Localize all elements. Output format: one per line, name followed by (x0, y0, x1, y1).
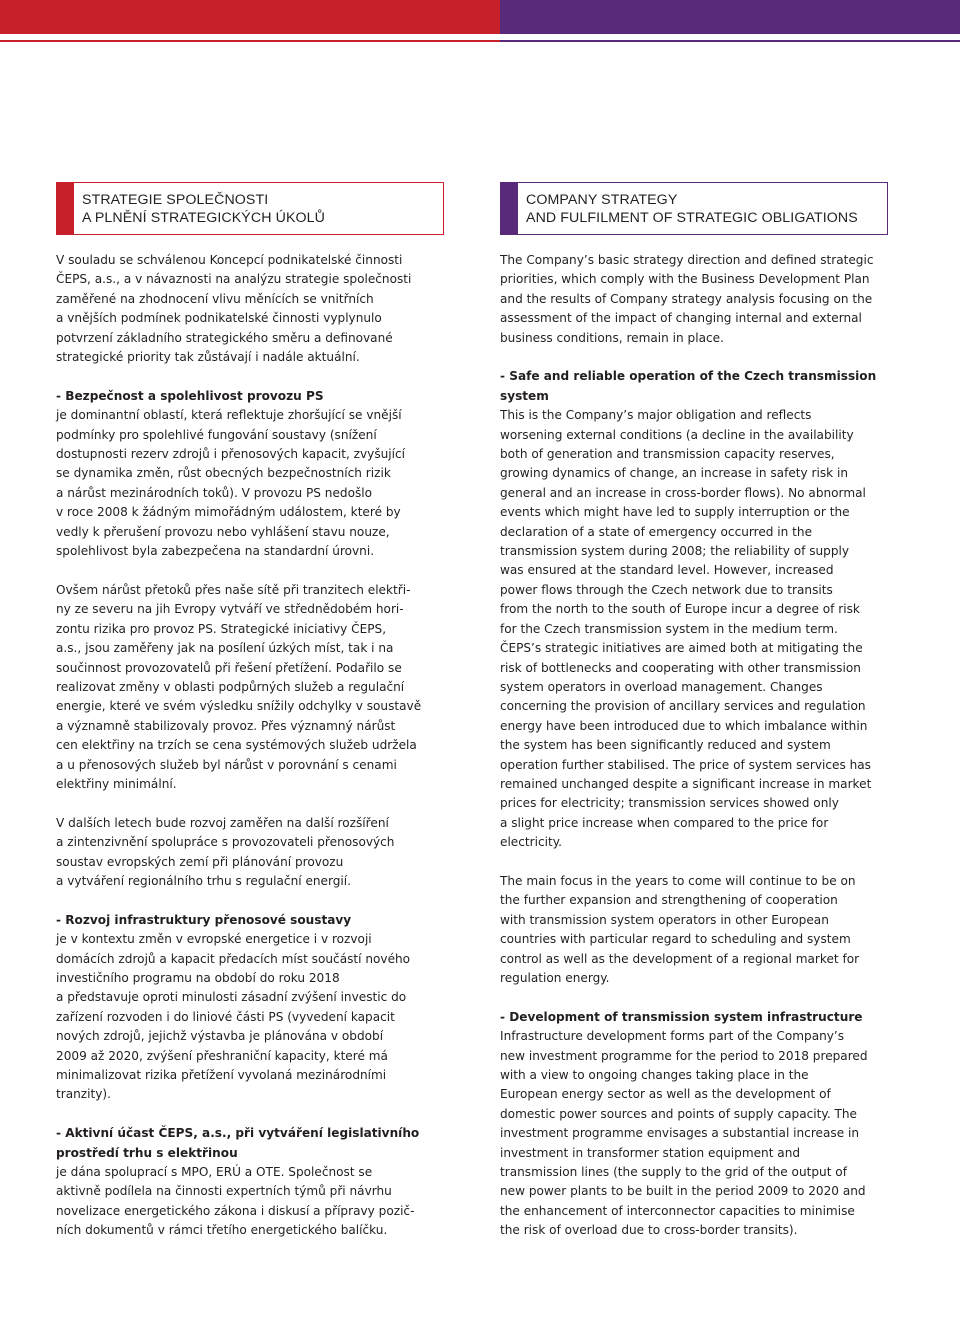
body-text-line: a slight price increase when compared to the price for (500, 815, 829, 830)
body-text-line: the system has been significantly reduced and system (500, 738, 831, 753)
body-text-line: je dána spoluprací s MPO, ERÚ a OTE. Společnost se (56, 1165, 373, 1180)
body-text-line: Infrastructure development forms part of the Company’s (500, 1029, 845, 1044)
body-text-line: nových zdrojů, jejichž výstavba je plánována v období (56, 1029, 384, 1044)
body-text-line: dostupnosti rezerv zdrojů i přenosových kapacit, zvyšující (56, 447, 406, 462)
heading-accent-purple (500, 182, 518, 235)
body-text-line: elektřiny minimální. (56, 776, 177, 791)
paragraph-gap (56, 367, 456, 386)
body-text-line: and the results of Company strategy analysis focusing on the (500, 291, 873, 306)
body-text-line: realizovat změny v oblasti podpůrných služeb a regulační (56, 679, 405, 694)
body-text-line: je dominantní oblastí, která reflektuje zhoršující se vnější (56, 408, 402, 423)
body-text-line: the enhancement of interconnector capacities to minimise (500, 1203, 855, 1218)
body-text-line: a vnějších podmínek podnikatelské činnosti vyplynulo (56, 311, 382, 326)
body-text-line: ČEPS, a.s., a v návaznosti na analýzu strategie společnosti (56, 272, 412, 287)
body-text-line: energie, které ve svém výsledku snížily odchylky v soustavě (56, 699, 422, 714)
body-text-line: growing dynamics of change, an increase in safety risk in (500, 466, 849, 481)
body-text-line: zaměřené na zhodnocení vlivu měnících se vnitřních (56, 291, 374, 306)
top-band-purple (500, 0, 960, 34)
body-text-line: priorities, which comply with the Business Development Plan (500, 272, 870, 287)
body-text-line: with transmission system operators in other European (500, 912, 829, 927)
body-text-line: zařízení rozvoden i do liniové části PS (vyvedení kapacit (56, 1009, 395, 1024)
paragraph-gap (500, 853, 900, 872)
body-text-line: electricity. (500, 835, 562, 850)
body-text-line: The main focus in the years to come will continue to be on (500, 873, 856, 888)
body-text-line: operation further stabilised. The price of system services has (500, 757, 871, 772)
body-text-line: with a view to ongoing changes taking place in the (500, 1068, 809, 1083)
body-text-line: V souladu se schválenou Koncepcí podnikatelské činnosti (56, 253, 403, 267)
heading-box-czech (56, 182, 444, 235)
body-text-line: new power plants to be built in the period 2009 to 2020 and (500, 1184, 866, 1199)
body-text-line: zontu rizika pro provoz PS. Strategické iniciativy ČEPS, (56, 621, 387, 636)
body-text-line: business conditions, remain in place. (500, 330, 724, 345)
body-text-line: from the north to the south of Europe incur a degree of risk (500, 602, 860, 617)
body-text-line: risk of bottlenecks and cooperating with other transmission (500, 660, 861, 675)
heading-line: A PLNĚNÍ STRATEGICKÝCH ÚKOLŮ (82, 210, 325, 226)
body-text-line: ních dokumentů v rámci třetího energetického balíčku. (56, 1223, 388, 1238)
section-heading-line: - Safe and reliable operation of the Czech transmission (500, 369, 877, 384)
body-text-line: control as well as the development of a regional market for (500, 951, 860, 966)
body-text-line: transmission lines (the supply to the grid of the output of (500, 1165, 847, 1180)
body-text-line: novelizace energetického zákona i diskusí a přípravy pozič- (56, 1203, 415, 1218)
paragraph-gap (56, 561, 456, 580)
paragraph-gap (56, 1105, 456, 1124)
body-text-line: potvrzení základního strategického směru a definované (56, 330, 393, 345)
body-text-line: a.s., jsou zaměřeny jak na posílení úzkých míst, tak i na (56, 641, 394, 656)
top-rule-red (0, 40, 500, 42)
body-text-line: aktivně podílela na činnosti expertních týmů při návrhu (56, 1184, 392, 1199)
body-text-line: the further expansion and strengthening of cooperation (500, 893, 838, 908)
body-text-line: tranzity). (56, 1087, 111, 1102)
body-text-line: a nárůst mezinárodních toků). V provozu PS nedošlo (56, 485, 373, 500)
heading-line: AND FULFILMENT OF STRATEGIC OBLIGATIONS (526, 210, 858, 226)
body-text-line: je v kontextu změn v evropské energetice i v rozvoji (56, 932, 372, 947)
body-text-line: ČEPS’s strategic initiatives are aimed both at mitigating the (500, 641, 863, 656)
body-text-line: the risk of overload due to cross-border transits). (500, 1223, 798, 1238)
section-heading-line: - Aktivní účast ČEPS, a.s., při vytváření legislativního (56, 1126, 420, 1141)
body-text-line: podmínky pro spolehlivé fungování soustavy (snížení (56, 427, 377, 442)
body-text-line: for the Czech transmission system in the medium term. (500, 621, 838, 636)
body-text-line: assessment of the impact of changing internal and external (500, 311, 862, 326)
body-text-line: events which might have led to supply interruption or the (500, 505, 850, 520)
body-text-line: domestic power sources and points of supply capacity. The (500, 1106, 858, 1121)
body-text-line: countries with particular regard to scheduling and system (500, 932, 851, 947)
section-heading-line: prostředí trhu s elektřinou (56, 1145, 238, 1160)
paragraph-gap (56, 891, 456, 910)
body-text-line: investment programme envisages a substantial increase in (500, 1126, 859, 1141)
body-text-line: cen elektřiny na trzích se cena systémových služeb udržela (56, 738, 417, 753)
body-text-line: a u přenosových služeb byl nárůst v porovnání s cenami (56, 757, 397, 772)
body-text-line: This is the Company’s major obligation and reflects (500, 408, 812, 423)
body-text-line: regulation energy. (500, 971, 610, 985)
body-text-line: power flows through the Czech network due to transits (500, 582, 833, 597)
column-czech (56, 251, 456, 1241)
column-english (500, 251, 900, 1241)
body-text-line: součinnost provozovatelů při řešení přetížení. Podařilo se (56, 660, 402, 675)
body-text-line: energy have been introduced due to which imbalance within (500, 718, 868, 733)
body-text-line: declaration of a state of emergency occurred in the (500, 524, 813, 539)
body-text-line: strategické priority tak zůstávají i nadále aktuální. (56, 350, 360, 365)
heading-box-english (500, 182, 888, 235)
body-text-line: a zintenzivnění spolupráce s provozovateli přenosových (56, 835, 395, 850)
heading-line: STRATEGIE SPOLEČNOSTI (82, 192, 269, 208)
heading-line: COMPANY STRATEGY (526, 192, 678, 208)
body-text-line: European energy sector as well as the development of (500, 1087, 831, 1102)
section-heading-line: - Rozvoj infrastruktury přenosové soustavy (56, 912, 352, 927)
body-text-line: was ensured at the standard level. However, increased (500, 563, 834, 578)
body-text-line: spolehlivost byla zabezpečena na standardní úrovni. (56, 544, 375, 559)
body-text-line: prices for electricity; transmission services showed only (500, 796, 839, 811)
top-band-red (0, 0, 500, 34)
body-text-line: v roce 2008 k žádným mimořádným událostem, které by (56, 505, 401, 520)
body-text-line: minimalizovat rizika přetížení vyvolaná mezinárodními (56, 1068, 387, 1082)
top-color-band (0, 0, 960, 34)
section-heading-line: system (500, 388, 549, 403)
body-text-line: soustav evropských zemí při plánování provozu (56, 854, 344, 869)
body-text-line: a vytváření regionálního trhu s regulační energií. (56, 873, 351, 888)
body-text-line: se dynamika změn, růst obecných bezpečnostních rizik (56, 466, 391, 481)
body-text-line: a představuje oproti minulosti zásadní zvýšení investic do (56, 990, 407, 1005)
body-text-line: general and an increase in cross-border flows). No abnormal (500, 485, 866, 500)
body-text-line: ny ze severu na jih Evropy vytváří ve střednědobém hori- (56, 602, 404, 617)
body-text-line: concerning the provision of ancillary services and regulation (500, 699, 866, 714)
body-text-line: Ovšem nárůst přetoků přes naše sítě při tranzitech elektři- (56, 582, 411, 597)
body-text-line: vedly k přerušení provozu nebo vyhlášení stavu nouze, (56, 524, 390, 539)
body-text-line: remained unchanged despite a significant increase in market (500, 776, 872, 791)
body-text-line: a významně stabilizovaly provoz. Přes významný nárůst (56, 718, 396, 733)
body-text-line: 2009 až 2020, zvýšení přeshraniční kapacity, které má (56, 1048, 388, 1063)
body-text-line: The Company’s basic strategy direction and defined strategic (500, 253, 874, 267)
body-text-line: both of generation and transmission capacity reserves, (500, 447, 835, 462)
body-text-line: domácích zdrojů a kapacit předacích míst součástí nového (56, 951, 411, 966)
heading-accent-red (56, 182, 74, 235)
body-text-line: system operators in overload management. Changes (500, 679, 823, 694)
section-heading-line: - Bezpečnost a spolehlivost provozu PS (56, 388, 324, 403)
paragraph-gap (500, 348, 900, 367)
body-text-line: investičního programu na období do roku 2018 (56, 970, 340, 985)
section-heading-line: - Development of transmission system infrastructure (500, 1009, 863, 1024)
body-text-line: new investment programme for the period to 2018 prepared (500, 1048, 868, 1063)
body-text-line: transmission system during 2008; the reliability of supply (500, 544, 850, 559)
top-rule-purple (500, 40, 960, 42)
body-text-line: investment in transformer station equipment and (500, 1145, 801, 1160)
body-text-line: V dalších letech bude rozvoj zaměřen na další rozšíření (56, 815, 389, 830)
paragraph-gap (500, 988, 900, 1007)
body-text-line: worsening external conditions (a decline in the availability (500, 427, 854, 442)
paragraph-gap (56, 794, 456, 813)
